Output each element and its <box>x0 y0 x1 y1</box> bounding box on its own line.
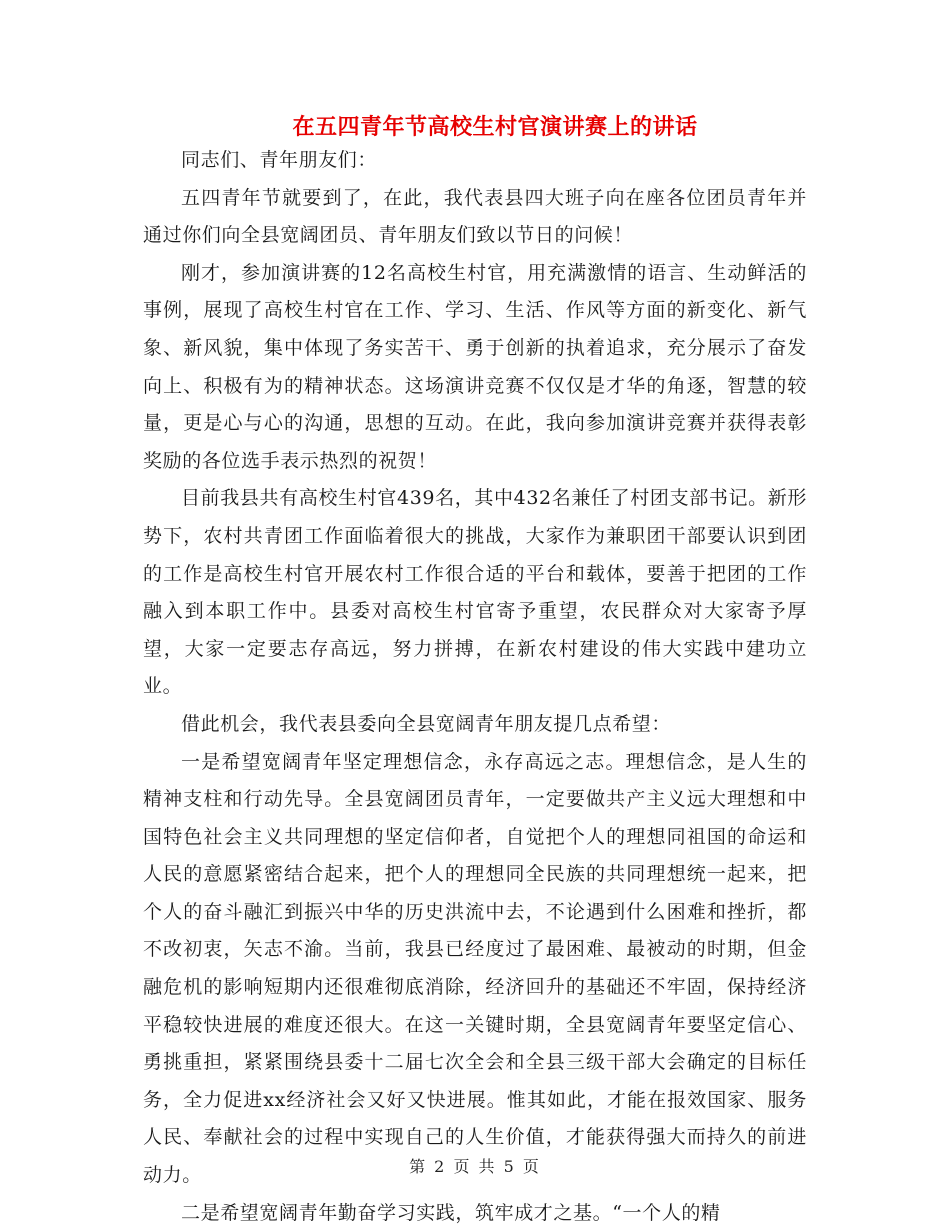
paragraph: 目前我县共有高校生村官439名，其中432名兼任了村团支部书记。新形势下，农村共青团工作面临着很大的挑战，大家作为兼职团干部要认识到团的工作是高校生村官开展农村工作很合适的平台和载体，要善于把团的工作融入到本职工作中。县委对高校生村官寄予重望，农民群众对大家寄予厚望，大家一定要志存高远，努力拼搏，在新农村建设的伟大实践中建功立业。 <box>143 487 807 698</box>
page-title: 在五四青年节高校生村官演讲赛上的讲话 <box>292 114 698 140</box>
paragraph: 五四青年节就要到了，在此，我代表县四大班子向在座各位团员青年并通过你们向全县宽阔团员、青年朋友们致以节日的问候！ <box>143 186 807 247</box>
paragraph: 二是希望宽阔青年勤奋学习实践，筑牢成才之基。“一个人的精 <box>181 1201 721 1224</box>
paragraph-greeting: 同志们、青年朋友们： <box>181 149 378 171</box>
paragraph: 一是希望宽阔青年坚定理想信念，永存高远之志。理想信念，是人生的精神支柱和行动先导。全县宽阔团员青年，一定要做共产主义远大理想和中国特色社会主义共同理想的坚定信仰者，自觉把个人的理想同祖国的命运和人民的意愿紧密结合起来，把个人的理想同全民族的共同理想统一起来，把个人的奋斗融汇到振兴中华的历史洪流中去，不论遇到什么困难和挫折，都不改初衷，矢志不渝。当前，我县已经度过了最困难、最被动的时期，但金融危机的影响短期内还很难彻底消除，经济回升的基础还不牢固，保持经济平稳较快进展的难度还很大。在这一关键时期，全县宽阔青年要坚定信心、勇挑重担，紧紧围绕县委十二届七次全会和全县三级干部大会确定的目标任务，全力促进xx经济社会又好又快进展。惟其如此，才能在报效国家、服务人民、奉献社会的过程中实现自己的人生价值，才能获得强大而持久的前进动力。 <box>143 750 807 1187</box>
page-number-footer: 第 2 页 共 5 页 <box>409 1157 541 1176</box>
paragraph: 刚才，参加演讲赛的12名高校生村官，用充满激情的语言、生动鲜活的事例，展现了高校生村官在工作、学习、生活、作风等方面的新变化、新气象、新风貌，集中体现了务实苦干、勇于创新的执着追求，充分展示了奋发向上、积极有为的精神状态。这场演讲竞赛不仅仅是才华的角逐，智慧的较量，更是心与心的沟通，思想的互动。在此，我向参加演讲竞赛并获得表彰奖励的各位选手表示热烈的祝贺！ <box>143 261 807 472</box>
document-body <box>143 142 807 1232</box>
paragraph: 借此机会，我代表县委向全县宽阔青年朋友提几点希望： <box>181 712 672 735</box>
